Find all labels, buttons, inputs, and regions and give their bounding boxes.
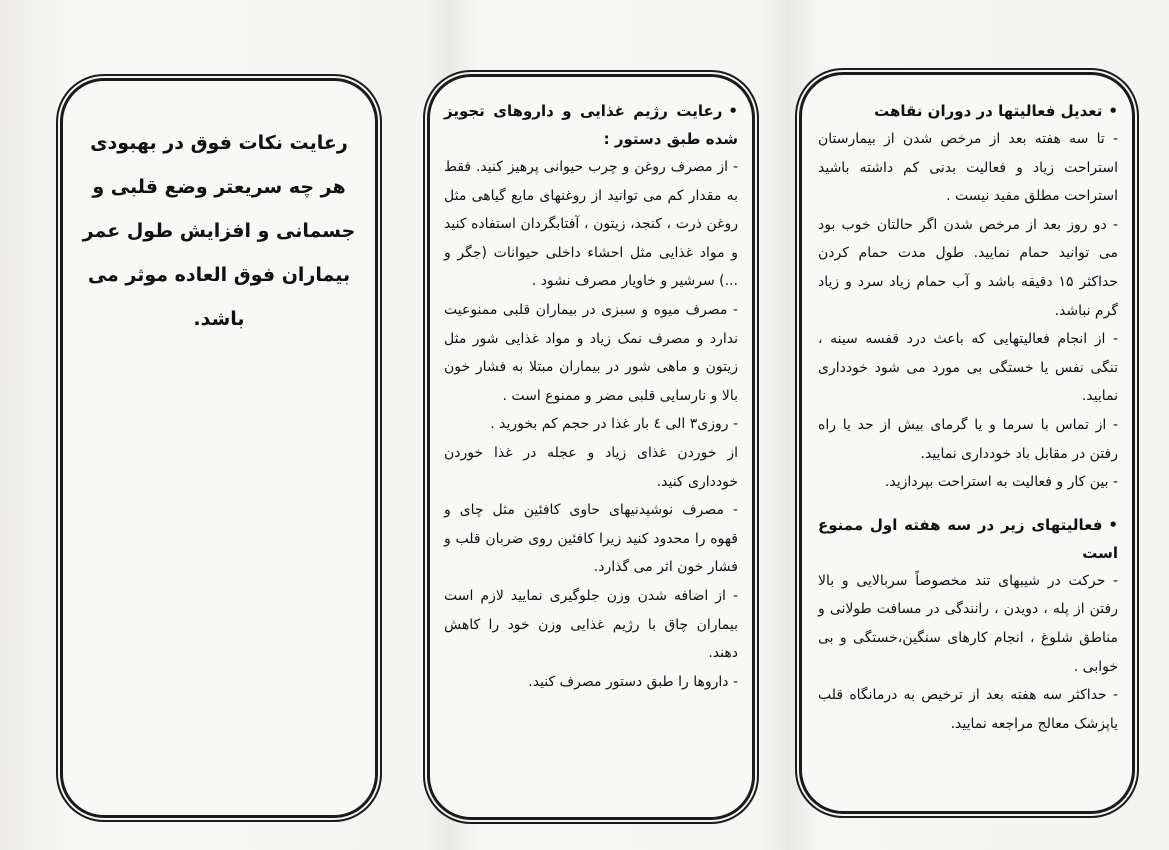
bullet-icon: •: [1108, 515, 1118, 534]
paragraph: - مصرف نوشیدنیهای حاوی کافئین مثل چای و قهوه را محدود کنید زیرا کافئین روی ضربان قلب و فشار خون اثر می گذارد.: [444, 502, 738, 576]
paragraph: - داروها را طبق دستور مصرف کنید.: [528, 673, 738, 690]
closing-text: رعایت نکات فوق در بهبودی هر چه سریعتر وضع قلبی و جسمانی و افزایش طول عمر بیماران فوق العاده موثر می باشد.: [82, 132, 356, 330]
paragraph: - حداکثر سه هفته بعد از ترخیص به درمانگاه قلب یاپزشک معالج مراجعه نمایید.: [818, 687, 1118, 732]
paragraph: - بین کار و فعالیت به استراحت بپردازید.: [884, 474, 1118, 491]
paragraph: - روزی۳ الی ٤ بار غذا در حجم کم بخورید .: [490, 416, 738, 433]
panel-closing-note: [60, 78, 378, 818]
heading-prohibited-activities: •فعالیتهای زیر در سه هفته اول ممنوع است: [818, 515, 1118, 562]
bullet-icon: •: [728, 102, 738, 120]
paragraph: - مصرف میوه و سبزی در بیماران قلبی ممنوعیت ندارد و مصرف نمک زیاد و مواد غذایی شور مثل زیتون و ماهی شور در بیماران مبتلا به فشار خون بالا و نارسایی قلبی مضر و ممنوع است .: [444, 301, 738, 404]
paragraph: - دو روز بعد از مرخص شدن اگر حالتان خوب بود می توانید حمام نمایید. طول مدت حمام کردن حداکثر ۱۵ دقیقه باشد و آب حمام زیاد سرد و زیاد گرم نباشد.: [818, 216, 1118, 319]
paragraph: - از اضافه شدن وزن جلوگیری نمایید لازم است بیماران چاق با رژیم غذایی وزن خود را کاهش دهند.: [444, 587, 738, 662]
heading-activity-adjustment: •تعدیل فعالیتها در دوران نقاهت: [874, 102, 1118, 120]
paragraph: از خوردن غذای زیاد و عجله در غذا خوردن خودداری کنید.: [444, 444, 738, 490]
paragraph: - از انجام فعالیتهایی که باعث درد قفسه سینه ، تنگی نفس یا خستگی بی مورد می شود خودداری نمایید.: [818, 331, 1118, 405]
paragraph: - حرکت در شیبهای تند مخصوصاً سربالایی و بالا رفتن از پله ، دویدن ، رانندگی در مسافت طولانی و مناطق شلوغ ، انجام کارهای سنگین،خستگی و بی خوابی .: [818, 572, 1118, 675]
spacer: [818, 497, 1118, 511]
paragraph: - تا سه هفته بعد از مرخص شدن از بیمارستان استراحت زیاد و فعالیت بدنی کم داشته باشید استراحت مطلق مفید نیست .: [818, 131, 1118, 205]
panel-activity-adjustment: [799, 72, 1135, 814]
panel-diet-medication: [427, 74, 755, 820]
bullet-icon: •: [1108, 102, 1118, 120]
heading-diet-medication: •رعایت رژیم غذایی و داروهای تجویز شده طبق دستور :: [444, 102, 738, 148]
paragraph: - از تماس با سرما و یا گرمای بیش از حد یا راه رفتن در مقابل باد خودداری نمایید.: [818, 416, 1118, 462]
paragraph: - از مصرف روغن و چرب حیوانی پرهیز کنید. فقط به مقدار کم می توانید از روغنهای مایع گیاهی مثل روغن ذرت ، کنجد، زیتون ، آفتابگردان استفاده کنید و مواد غذایی مثل احشاء داخلی حیوانات (جگر و ...) سرشیر و خاویار مصرف نشود .: [444, 159, 738, 290]
